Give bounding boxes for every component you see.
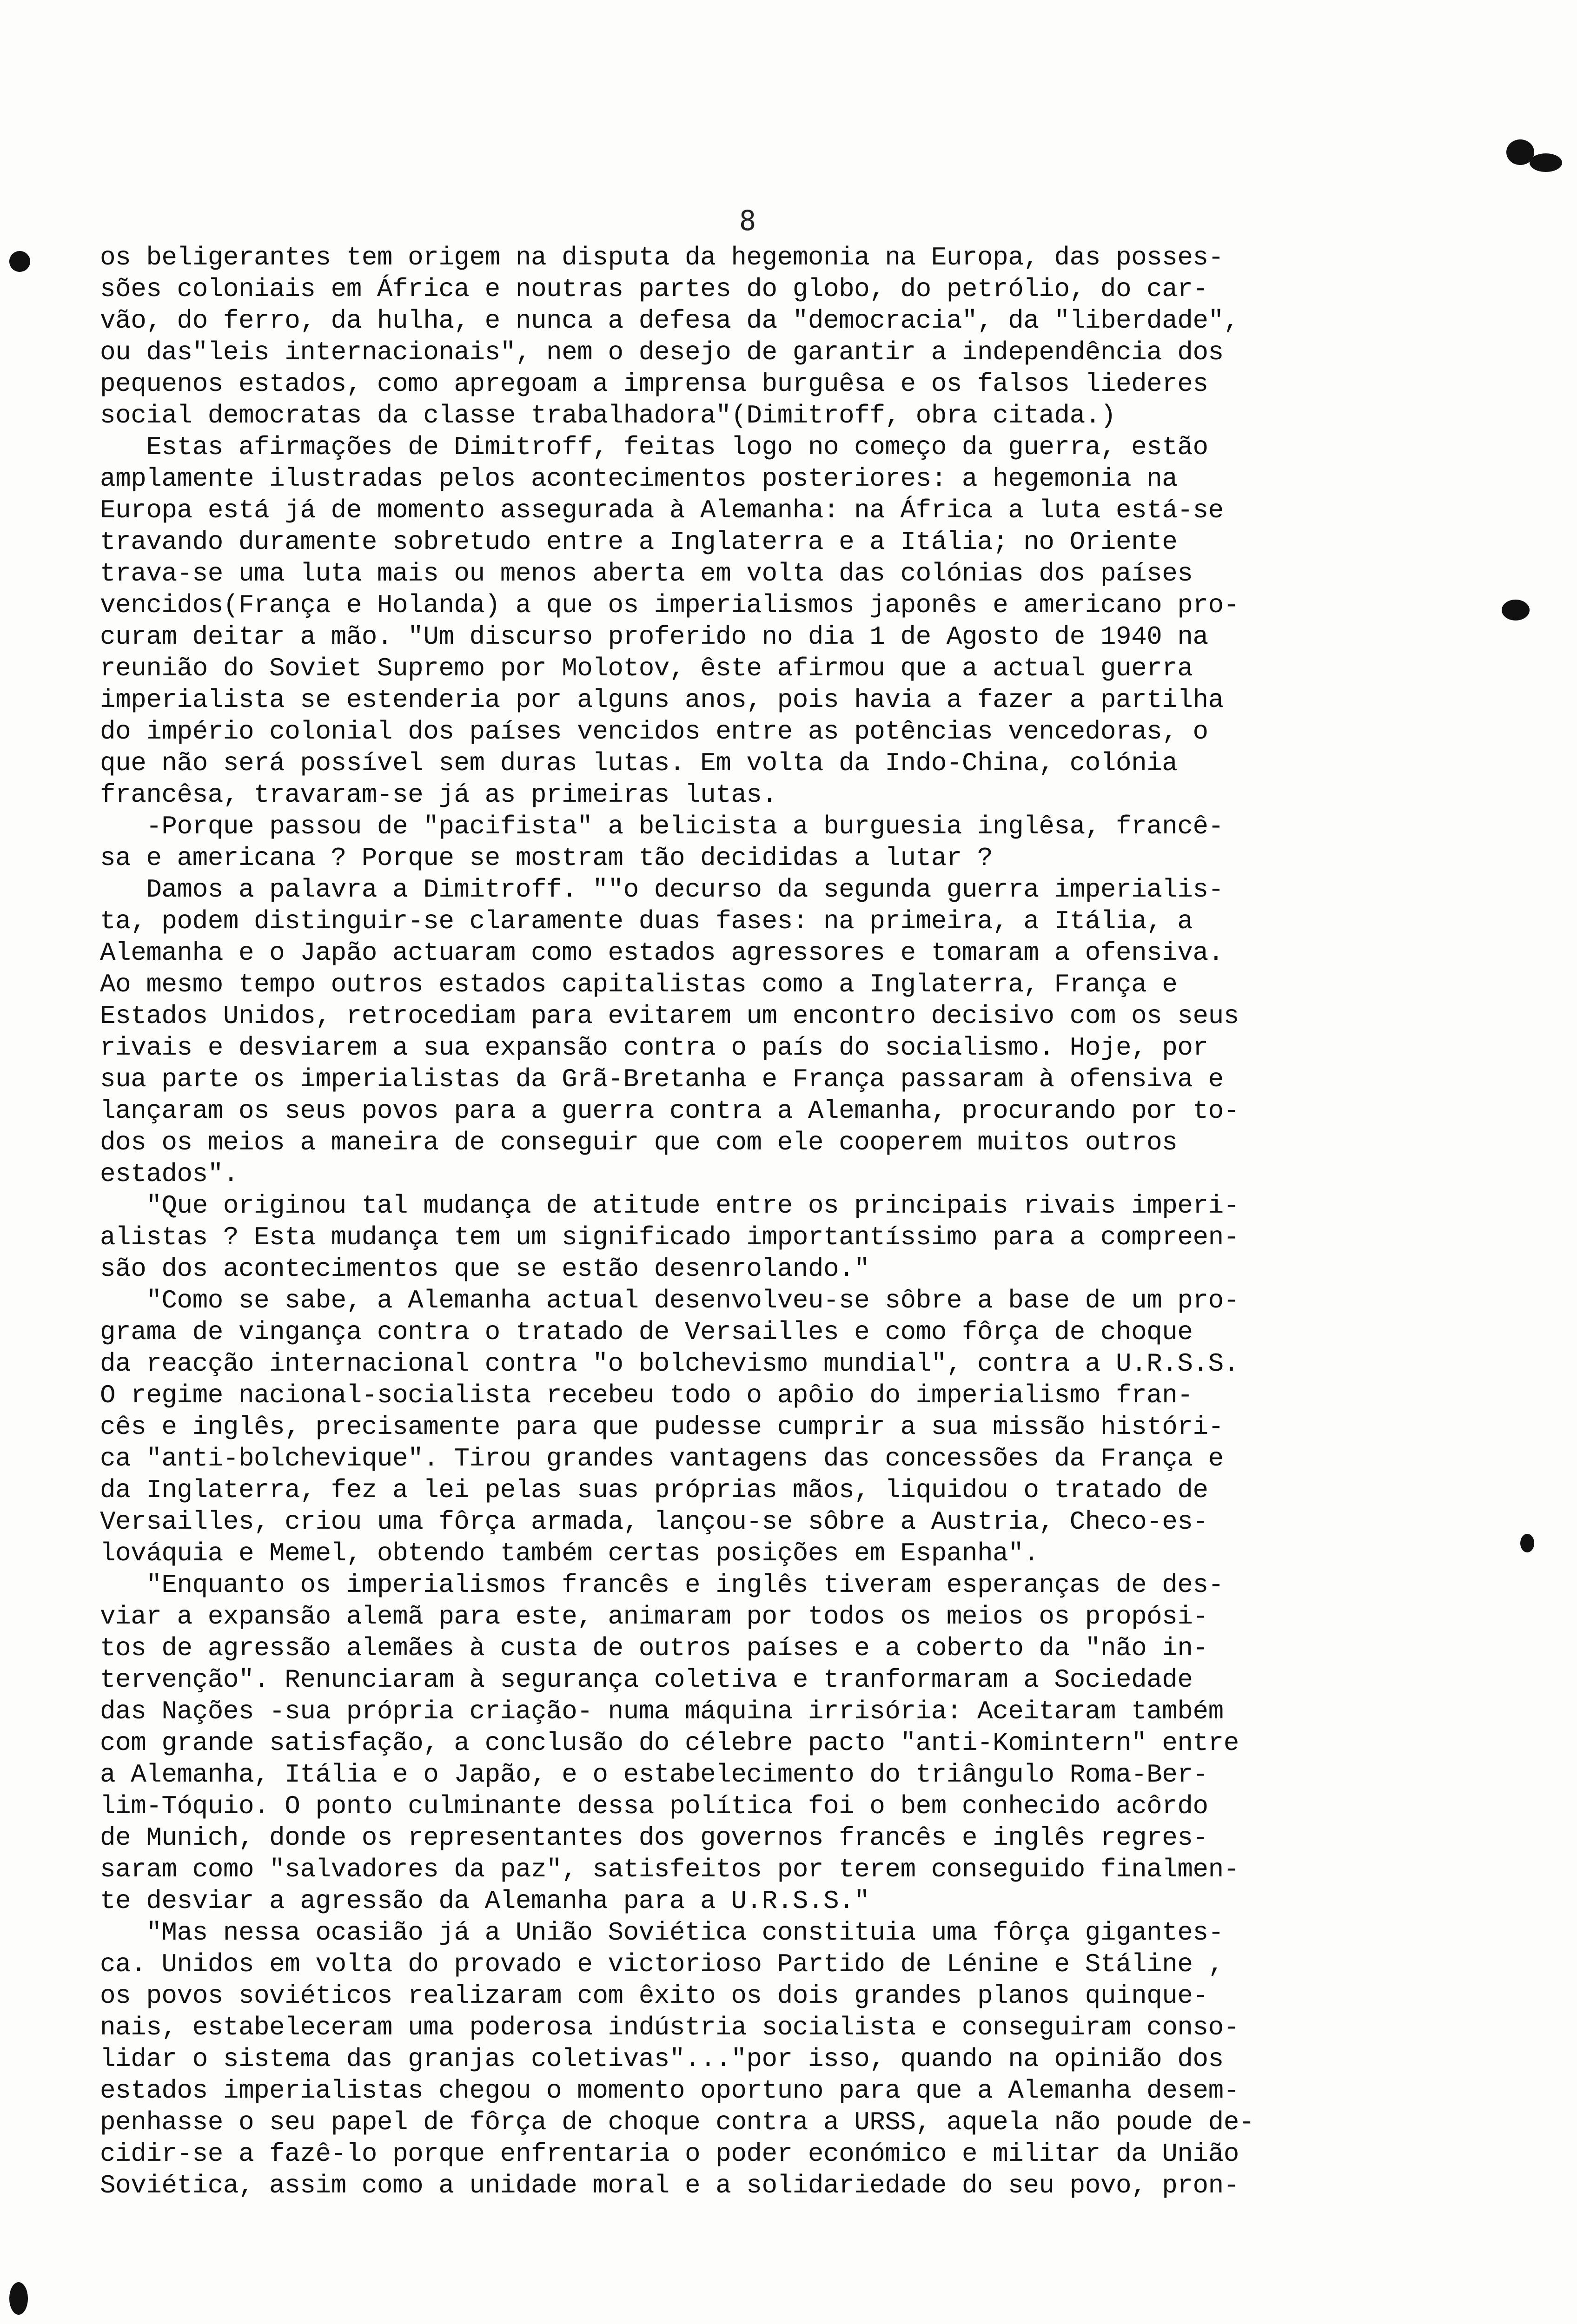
text-line: estados". [100, 1159, 239, 1189]
text-line: imperialista se estenderia por alguns anos, pois havia a fazer a partilha [100, 685, 1224, 715]
text-line: lançaram os seus povos para a guerra contra a Alemanha, procurando por to- [100, 1096, 1239, 1126]
text-line: pequenos estados, como apregoam a imprensa burguêsa e os falsos liederes [100, 369, 1208, 399]
text-line: vão, do ferro, da hulha, e nunca a defesa da "democracia", da "liberdade", [100, 306, 1239, 336]
text-line: curam deitar a mão. "Um discurso proferido no dia 1 de Agosto de 1940 na [100, 622, 1208, 652]
text-line: Damos a palavra a Dimitroff. ""o decurso da segunda guerra imperialis- [100, 875, 1224, 905]
text-line: estados imperialistas chegou o momento oportuno para que a Alemanha desem- [100, 2076, 1239, 2106]
text-line: Estas afirmações de Dimitroff, feitas logo no começo da guerra, estão [100, 432, 1208, 462]
text-line: te desviar a agressão da Alemanha para a U.R.S.S." [100, 1886, 870, 1916]
text-line: alistas ? Esta mudança tem um significado importantíssimo para a compreen- [100, 1222, 1239, 1252]
text-line: da reacção internacional contra "o bolchevismo mundial", contra a U.R.S.S. [100, 1349, 1239, 1379]
text-line: são dos acontecimentos que se estão desenrolando." [100, 1254, 870, 1284]
text-line: sões coloniais em África e noutras partes do globo, do petrólio, do car- [100, 274, 1208, 304]
ink-blot [9, 251, 30, 272]
text-line: que não será possível sem duras lutas. Em volta da Indo-China, colónia [100, 748, 1178, 778]
text-line: tos de agressão alemães à custa de outros países e a coberto da "não in- [100, 1633, 1208, 1663]
text-line: grama de vingança contra o tratado de Versailles e como fôrça de choque [100, 1317, 1193, 1347]
text-line: lováquia e Memel, obtendo também certas posições em Espanha". [100, 1538, 1039, 1568]
text-line: penhasse o seu papel de fôrça de choque contra a URSS, aquela não poude de- [100, 2107, 1254, 2137]
text-line: com grande satisfação, a conclusão do célebre pacto "anti-Komintern" entre [100, 1728, 1239, 1758]
text-line: "Mas nessa ocasião já a União Soviética constituia uma fôrça gigantes- [100, 1918, 1224, 1948]
ink-blot [1502, 600, 1530, 621]
ink-blot [1530, 153, 1562, 172]
text-line: lidar o sistema das granjas coletivas"..."por isso, quando na opinião dos [100, 2044, 1224, 2074]
text-line: social democratas da classe trabalhadora"(Dimitroff, obra citada.) [100, 401, 1116, 430]
text-line: Soviética, assim como a unidade moral e a solidariedade do seu povo, pron- [100, 2171, 1239, 2200]
text-line: de Munich, donde os representantes dos governos francês e inglês regres- [100, 1823, 1208, 1853]
text-line: os beligerantes tem origem na disputa da hegemonia na Europa, das posses- [100, 243, 1224, 272]
text-line: sa e americana ? Porque se mostram tão decididas a lutar ? [100, 843, 993, 873]
text-line: Estados Unidos, retrocediam para evitarem um encontro decisivo com os seus [100, 1001, 1239, 1031]
text-line: Ao mesmo tempo outros estados capitalistas como a Inglaterra, França e [100, 970, 1178, 999]
text-line: reunião do Soviet Supremo por Molotov, êste afirmou que a actual guerra [100, 654, 1193, 683]
text-line: ca. Unidos em volta do provado e victorioso Partido de Lénine e Stáline , [100, 1949, 1224, 1979]
text-line: cês e inglês, precisamente para que pudesse cumprir a sua missão históri- [100, 1412, 1224, 1442]
text-line: os povos soviéticos realizaram com êxito os dois grandes planos quinque- [100, 1981, 1208, 2011]
text-line: Europa está já de momento assegurada à Alemanha: na África a luta está-se [100, 495, 1224, 525]
text-line: "Como se sabe, a Alemanha actual desenvolveu-se sôbre a base de um pro- [100, 1286, 1239, 1315]
text-line: "Que originou tal mudança de atitude entre os principais rivais imperi- [100, 1191, 1239, 1221]
text-line: -Porque passou de "pacifista" a belicista a burguesia inglêsa, francê- [100, 812, 1224, 841]
text-line: vencidos(França e Holanda) a que os imperialismos japonês e americano pro- [100, 590, 1239, 620]
text-line: lim-Tóquio. O ponto culminante dessa política foi o bem conhecido acôrdo [100, 1791, 1208, 1821]
text-line: ta, podem distinguir-se claramente duas fases: na primeira, a Itália, a [100, 906, 1193, 936]
ink-blot [1506, 139, 1534, 165]
text-line: do império colonial dos países vencidos entre as potências vencedoras, o [100, 717, 1208, 746]
text-line: O regime nacional-socialista recebeu todo o apôio do imperialismo fran- [100, 1380, 1193, 1410]
text-line: amplamente ilustradas pelos acontecimentos posteriores: a hegemonia na [100, 464, 1178, 494]
text-line: das Nações -sua própria criação- numa máquina irrisória: Aceitaram também [100, 1697, 1224, 1726]
text-line: Alemanha e o Japão actuaram como estados agressores e tomaram a ofensiva. [100, 938, 1224, 968]
ink-blot [9, 2282, 28, 2315]
page-number: 8 [739, 205, 756, 237]
text-line: saram como "salvadores da paz", satisfeitos por terem conseguido finalmen- [100, 1855, 1239, 1884]
text-line: dos os meios a maneira de conseguir que com ele cooperem muitos outros [100, 1128, 1178, 1157]
text-line: cidir-se a fazê-lo porque enfrentaria o poder económico e militar da União [100, 2139, 1239, 2169]
text-line: a Alemanha, Itália e o Japão, e o estabelecimento do triângulo Roma-Ber- [100, 1760, 1208, 1789]
text-line: sua parte os imperialistas da Grã-Bretanha e França passaram à ofensiva e [100, 1064, 1224, 1094]
text-line: da Inglaterra, fez a lei pelas suas próprias mãos, liquidou o tratado de [100, 1475, 1208, 1505]
text-line: Versailles, criou uma fôrça armada, lançou-se sôbre a Austria, Checo-es- [100, 1507, 1208, 1537]
text-line: ou das"leis internacionais", nem o desejo de garantir a independência dos [100, 337, 1224, 367]
page-body-text [100, 242, 1518, 2201]
text-line: ca "anti-bolchevique". Tirou grandes vantagens das concessões da França e [100, 1444, 1224, 1473]
text-line: francêsa, travaram-se já as primeiras lutas. [100, 780, 777, 810]
text-line: "Enquanto os imperialismos francês e inglês tiveram esperanças de des- [100, 1570, 1224, 1600]
text-line: trava-se uma luta mais ou menos aberta em volta das colónias dos países [100, 559, 1193, 588]
text-line: rivais e desviarem a sua expansão contra o país do socialismo. Hoje, por [100, 1033, 1208, 1063]
text-line: tervenção". Renunciaram à segurança coletiva e tranformaram a Sociedade [100, 1665, 1193, 1695]
text-line: viar a expansão alemã para este, animaram por todos os meios os propósi- [100, 1602, 1208, 1631]
text-line: nais, estabeleceram uma poderosa indústria socialista e conseguiram conso- [100, 2013, 1239, 2042]
text-line: travando duramente sobretudo entre a Inglaterra e a Itália; no Oriente [100, 527, 1178, 557]
ink-blot [1520, 1534, 1534, 1552]
